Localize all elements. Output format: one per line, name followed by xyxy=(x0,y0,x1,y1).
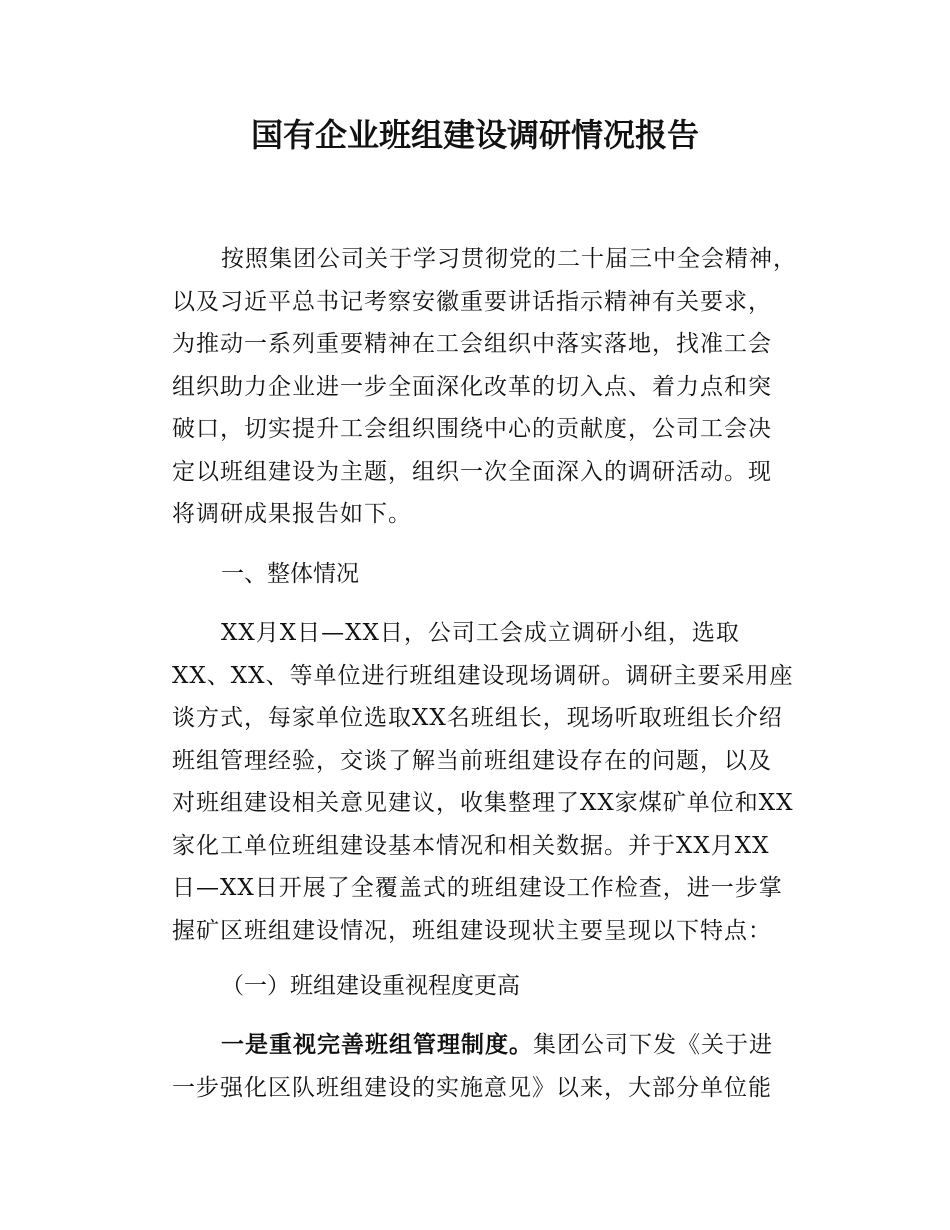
intro-paragraph xyxy=(172,238,812,536)
document-title: 国有企业班组建设调研情况报告 xyxy=(250,116,699,154)
section-heading: 一、整体情况 xyxy=(221,561,359,587)
section1-line: 谈方式，每家单位选取XX名班组长，现场听取班组长介绍 xyxy=(172,705,783,731)
intro-line: 将调研成果报告如下。 xyxy=(172,501,412,527)
section1-line: 日—XX日开展了全覆盖式的班组建设工作检查，进一步掌 xyxy=(172,875,783,901)
section1-paragraph xyxy=(172,612,812,952)
section1-line: 班组管理经验，交谈了解当前班组建设存在的问题，以及 xyxy=(172,747,772,774)
intro-line: 破口，切实提升工会组织围绕中心的贡献度，公司工会决 xyxy=(172,416,772,442)
paragraph-3 xyxy=(172,1024,812,1109)
intro-line: 组织助力企业进一步全面深化改革的切入点、着力点和突 xyxy=(172,373,772,400)
section1-line: 家化工单位班组建设基本情况和相关数据。并于XX月XX xyxy=(172,832,770,859)
section1-line: 握矿区班组建设情况，班组建设现状主要呈现以下特点： xyxy=(172,917,772,944)
section1-line: 对班组建设相关意见建议，收集整理了XX家煤矿单位和XX xyxy=(172,790,794,816)
section1-line: XX月X日—XX日，公司工会成立调研小组，选取 xyxy=(221,620,740,646)
intro-line: 定以班组建设为主题，组织一次全面深入的调研活动。现 xyxy=(172,458,772,485)
intro-line: 以及习近平总书记考察安徽重要讲话指示精神有关要求， xyxy=(172,288,772,315)
section1-line: XX、XX、等单位进行班组建设现场调研。调研主要采用座 xyxy=(172,662,794,689)
paragraph-3-line xyxy=(172,1024,812,1067)
intro-line: 为推动一系列重要精神在工会组织中落实落地，找准工会 xyxy=(172,331,772,357)
subsection-heading: （一）班组建设重视程度更高 xyxy=(221,973,520,999)
intro-line: 按照集团公司关于学习贯彻党的二十届三中全会精神， xyxy=(221,246,797,272)
paragraph-3-line: 一步强化区队班组建设的实施意见》以来，大部分单位能 xyxy=(172,1074,772,1101)
paragraph-3-text: 集团公司下发《关于进 xyxy=(533,1032,773,1058)
paragraph-lead: 一是重视完善班组管理制度。 xyxy=(221,1032,533,1058)
